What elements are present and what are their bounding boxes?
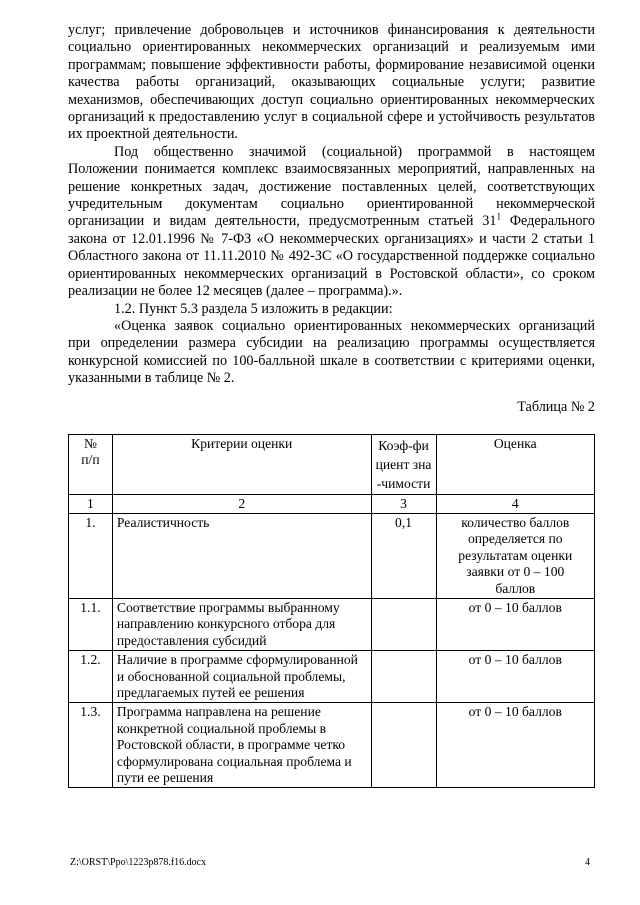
row-criteria: Соответствие программы выбранному направлению конкурсного отбора для предоставления субсидий bbox=[112, 598, 371, 650]
superscript: 1 bbox=[496, 211, 501, 222]
row-criteria: Реалистичность bbox=[112, 513, 371, 598]
row-criteria: Наличие в программе сформулированной и обоснованной социальной проблемы, предлагаемых путей ее решения bbox=[112, 651, 371, 703]
header-coef: Коэф-фициент зна-чимости bbox=[371, 434, 436, 494]
row-coef bbox=[371, 703, 436, 788]
paragraph-2-part-1: Под общественно значимой (социальной) программой в настоящем Положении понимается комплекс взаимосвязанных мероприятий, направленных на решение конкретных задач, достижение поставленных целей, соответствующих учредительным документам социально ориентированной некоммерческой организации и видам деятельности, предусмотренным статьей 31 bbox=[68, 143, 595, 230]
row-num: 1. bbox=[69, 513, 113, 598]
paragraph-3: 1.2. Пункт 5.3 раздела 5 изложить в редакции: bbox=[114, 300, 393, 317]
paragraph-2 bbox=[68, 144, 595, 301]
table-caption: Таблица № 2 bbox=[517, 398, 595, 415]
numbering-cell: 1 bbox=[69, 494, 113, 513]
document-page bbox=[68, 22, 595, 788]
row-coef bbox=[371, 598, 436, 650]
numbering-cell: 3 bbox=[371, 494, 436, 513]
row-score: от 0 – 10 баллов bbox=[436, 598, 594, 650]
row-score: от 0 – 10 баллов bbox=[436, 651, 594, 703]
table-numbering-row bbox=[69, 494, 595, 513]
table-row bbox=[69, 513, 595, 598]
paragraph-4: «Оценка заявок социально ориентированных некоммерческих организаций при определении размера субсидии на реализацию программы осуществляется конкурсной комиссией по 100-балльной шкале в соответствии с критериями оценки, указанными в таблице № 2. bbox=[68, 317, 595, 387]
criteria-table bbox=[68, 434, 595, 789]
row-num: 1.1. bbox=[69, 598, 113, 650]
table-row bbox=[69, 703, 595, 788]
numbering-cell: 2 bbox=[112, 494, 371, 513]
paragraph-1: услуг; привлечение добровольцев и источников финансирования к деятельности социально ориентированных некоммерческих организаций и реализуемым ими программам; повышение эффективности работы, формирование независимой оценки качества работы организаций, оказывающих социальные услуги; развитие механизмов, обеспечивающих доступ социально ориентированных некоммерческих организаций к предоставлению услуг в социальной сфере и устойчивость результатов их проектной деятельности. bbox=[68, 22, 595, 143]
table-row bbox=[69, 651, 595, 703]
row-coef: 0,1 bbox=[371, 513, 436, 598]
row-score: количество баллов определяется по результатам оценки заявки от 0 – 100 баллов bbox=[436, 513, 594, 598]
header-criteria: Критерии оценки bbox=[112, 434, 371, 494]
table-header-row bbox=[69, 434, 595, 494]
row-num: 1.3. bbox=[69, 703, 113, 788]
paragraph-2-part-2: Федерального закона от 12.01.1996 № 7-ФЗ «О некоммерческих организациях» и части 2 статьи 1 Областного закона от 11.11.2010 № 492-ЗС «О государственной поддержке социально ориентированных некоммерческих организаций в Ростовской области», со сроком реализации не более 12 месяцев (далее – программа).». bbox=[68, 213, 595, 300]
numbering-cell: 4 bbox=[436, 494, 594, 513]
header-score: Оценка bbox=[436, 434, 594, 494]
row-criteria: Программа направлена на решение конкретной социальной проблемы в Ростовской области, в программе четко сформулирована социальная проблема и пути ее решения bbox=[112, 703, 371, 788]
footer-file-path: Z:\ORST\Ppo\1223p878.f16.docx bbox=[70, 857, 207, 868]
row-num: 1.2. bbox=[69, 651, 113, 703]
footer-page-number: 4 bbox=[585, 857, 590, 868]
row-coef bbox=[371, 651, 436, 703]
table-row bbox=[69, 598, 595, 650]
header-num: № п/п bbox=[69, 434, 113, 494]
row-score: от 0 – 10 баллов bbox=[436, 703, 594, 788]
